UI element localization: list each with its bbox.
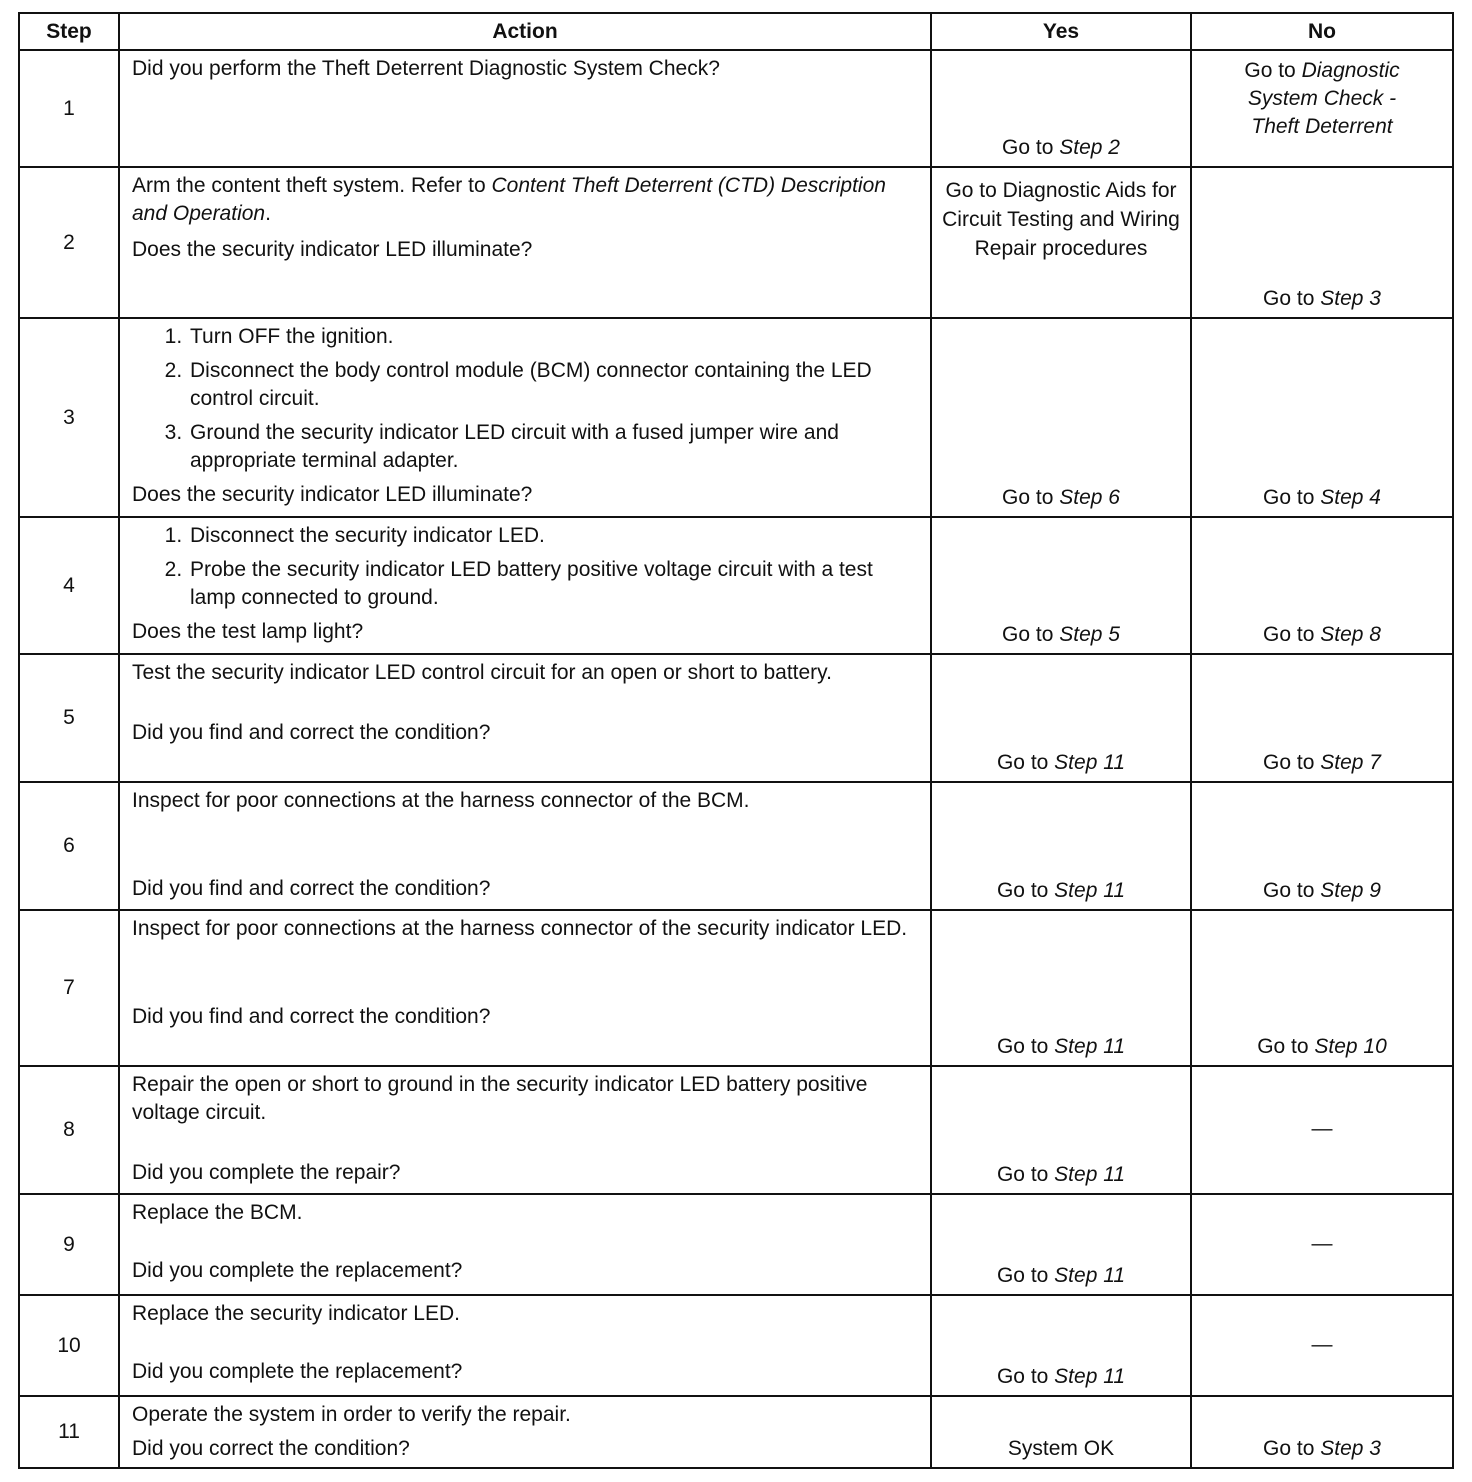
yes-prefix: Go to <box>996 1264 1055 1287</box>
yes-step-link[interactable]: Step 11 <box>1054 879 1126 902</box>
no-cell <box>1191 318 1453 517</box>
yes-cell[interactable] <box>931 167 1191 318</box>
diagnostic-table <box>18 12 1454 1469</box>
no-prefix: Go to <box>1263 1437 1321 1460</box>
list-item: 1. Disconnect the security indicator LED. <box>188 522 918 550</box>
action-text: Inspect for poor connections at the harness connector of the BCM. <box>132 789 750 812</box>
action-question: Does the security indicator LED illuminate? <box>132 238 533 261</box>
yes-cell <box>931 654 1191 782</box>
list-item: 2. Probe the security indicator LED battery positive voltage circuit with a test lamp connected to ground. <box>188 556 918 612</box>
yes-prefix: Go to <box>996 1163 1055 1186</box>
no-dash: — <box>1311 1117 1333 1140</box>
yes-prefix: Go to <box>1002 623 1060 646</box>
action-cell <box>119 654 931 782</box>
system-ok-text: System OK <box>1007 1437 1115 1460</box>
instruction-list <box>132 522 918 612</box>
table-row <box>19 1066 1453 1194</box>
diagnostic-aids-link[interactable]: Go to Diagnostic Aids for Circuit Testing and Wiring Repair procedures <box>942 179 1180 260</box>
table-row <box>19 1396 1453 1468</box>
list-item: 3. Ground the security indicator LED circuit with a fused jumper wire and appropriate terminal adapter. <box>188 419 918 475</box>
action-question: Did you find and correct the condition? <box>132 877 491 900</box>
yes-cell <box>931 782 1191 910</box>
no-step-link[interactable]: Step 3 <box>1320 287 1381 310</box>
no-prefix: Go to <box>1263 623 1321 646</box>
yes-prefix: Go to <box>996 1035 1055 1058</box>
step-number: 8 <box>19 1066 119 1194</box>
action-text: Replace the BCM. <box>132 1201 303 1224</box>
action-text: Repair the open or short to ground in the security indicator LED battery positive voltage circuit. <box>132 1073 868 1124</box>
step-number: 1 <box>19 50 119 167</box>
no-step-link[interactable]: Step 9 <box>1320 879 1381 902</box>
yes-prefix: Go to <box>996 879 1055 902</box>
no-dash: — <box>1311 1231 1333 1255</box>
step-number: 9 <box>19 1194 119 1295</box>
step-number: 4 <box>19 517 119 654</box>
no-cell <box>1191 517 1453 654</box>
action-text: Operate the system in order to verify the repair. <box>132 1403 571 1426</box>
no-cell <box>1191 1066 1453 1194</box>
no-diagnostic-link[interactable]: Diagnostic System Check - Theft Deterrent <box>1247 59 1400 138</box>
no-prefix: Go to <box>1263 486 1321 509</box>
action-text-post: . <box>265 202 271 225</box>
yes-prefix: Go to <box>996 751 1055 774</box>
no-prefix: Go to <box>1263 751 1321 774</box>
step-number: 3 <box>19 318 119 517</box>
no-prefix: Go to <box>1263 879 1321 902</box>
table-row <box>19 654 1453 782</box>
yes-prefix: Go to <box>1002 136 1060 159</box>
action-cell <box>119 782 931 910</box>
no-cell <box>1191 654 1453 782</box>
no-cell <box>1191 910 1453 1066</box>
action-cell <box>119 1194 931 1295</box>
yes-prefix: Go to <box>996 1365 1055 1388</box>
table-row <box>19 1295 1453 1396</box>
action-cell <box>119 50 931 167</box>
no-cell <box>1191 1295 1453 1396</box>
action-text <box>132 172 918 228</box>
ctd-description-link[interactable]: Content Theft Deterrent (CTD) Description and Operation <box>132 174 886 225</box>
action-text: Did you perform the Theft Deterrent Diagnostic System Check? <box>132 57 720 80</box>
yes-prefix: Go to <box>1002 486 1060 509</box>
action-question: Does the security indicator LED illuminate? <box>132 483 533 506</box>
table-row <box>19 910 1453 1066</box>
action-text: Test the security indicator LED control circuit for an open or short to battery. <box>132 661 832 684</box>
step-number: 6 <box>19 782 119 910</box>
action-cell <box>119 318 931 517</box>
no-step-link[interactable]: Step 4 <box>1320 486 1381 509</box>
table-row <box>19 517 1453 654</box>
no-step-link[interactable]: Step 7 <box>1320 751 1381 774</box>
no-prefix: Go to <box>1257 1035 1315 1058</box>
list-item: 2. Disconnect the body control module (BCM) connector containing the LED control circuit. <box>188 357 918 413</box>
header-step: Step <box>19 13 119 50</box>
action-cell <box>119 910 931 1066</box>
action-question: Did you complete the repair? <box>132 1161 401 1184</box>
action-question: Did you find and correct the condition? <box>132 1005 491 1028</box>
action-cell <box>119 1396 931 1468</box>
table-row <box>19 782 1453 910</box>
action-text-pre: Arm the content theft system. Refer to <box>132 174 492 197</box>
step-number: 10 <box>19 1295 119 1396</box>
list-item: 1. Turn OFF the ignition. <box>188 323 918 351</box>
no-cell <box>1191 167 1453 318</box>
yes-cell <box>931 318 1191 517</box>
action-question: Did you find and correct the condition? <box>132 721 491 744</box>
no-step-link[interactable]: Step 8 <box>1320 623 1381 646</box>
no-cell <box>1191 1396 1453 1468</box>
yes-step-link[interactable]: Step 11 <box>1054 1264 1126 1287</box>
yes-cell <box>931 1295 1191 1396</box>
action-question: Did you complete the replacement? <box>132 1259 463 1282</box>
table-row <box>19 50 1453 167</box>
yes-step-link[interactable]: Step 6 <box>1059 486 1120 509</box>
step-number: 7 <box>19 910 119 1066</box>
header-yes: Yes <box>931 13 1191 50</box>
no-dash: — <box>1311 1332 1333 1356</box>
header-no: No <box>1191 13 1453 50</box>
yes-step-link[interactable]: Step 11 <box>1054 751 1126 774</box>
no-cell <box>1191 782 1453 910</box>
header-action: Action <box>119 13 931 50</box>
table-row <box>19 1194 1453 1295</box>
step-number: 2 <box>19 167 119 318</box>
header-row <box>19 13 1453 50</box>
yes-step-link[interactable]: Step 11 <box>1054 1365 1126 1388</box>
no-cell <box>1191 1194 1453 1295</box>
action-cell <box>119 517 931 654</box>
table-row <box>19 167 1453 318</box>
yes-cell <box>931 1194 1191 1295</box>
no-step-link[interactable]: Step 10 <box>1314 1035 1387 1058</box>
action-question: Does the test lamp light? <box>132 620 364 643</box>
no-prefix: Go to <box>1244 59 1302 82</box>
yes-step-link[interactable]: Step 5 <box>1059 623 1120 646</box>
instruction-list <box>132 323 918 475</box>
no-prefix: Go to <box>1263 287 1321 310</box>
no-step-link[interactable]: Step 3 <box>1320 1437 1381 1460</box>
yes-cell <box>931 910 1191 1066</box>
action-cell <box>119 1066 931 1194</box>
yes-cell <box>931 1066 1191 1194</box>
step-number: 5 <box>19 654 119 782</box>
step-number: 11 <box>19 1396 119 1468</box>
no-cell <box>1191 50 1453 167</box>
action-cell <box>119 167 931 318</box>
yes-step-link[interactable]: Step 2 <box>1059 136 1120 159</box>
action-question: Did you complete the replacement? <box>132 1360 463 1383</box>
yes-step-link[interactable]: Step 11 <box>1054 1163 1126 1186</box>
action-text: Inspect for poor connections at the harness connector of the security indicator LED. <box>132 917 908 940</box>
yes-cell <box>931 1396 1191 1468</box>
table-row <box>19 318 1453 517</box>
yes-cell <box>931 50 1191 167</box>
diagnostic-table-container <box>18 12 1452 1469</box>
action-question: Did you correct the condition? <box>132 1437 410 1460</box>
yes-cell <box>931 517 1191 654</box>
yes-step-link[interactable]: Step 11 <box>1054 1035 1126 1058</box>
action-text: Replace the security indicator LED. <box>132 1302 460 1325</box>
action-cell <box>119 1295 931 1396</box>
